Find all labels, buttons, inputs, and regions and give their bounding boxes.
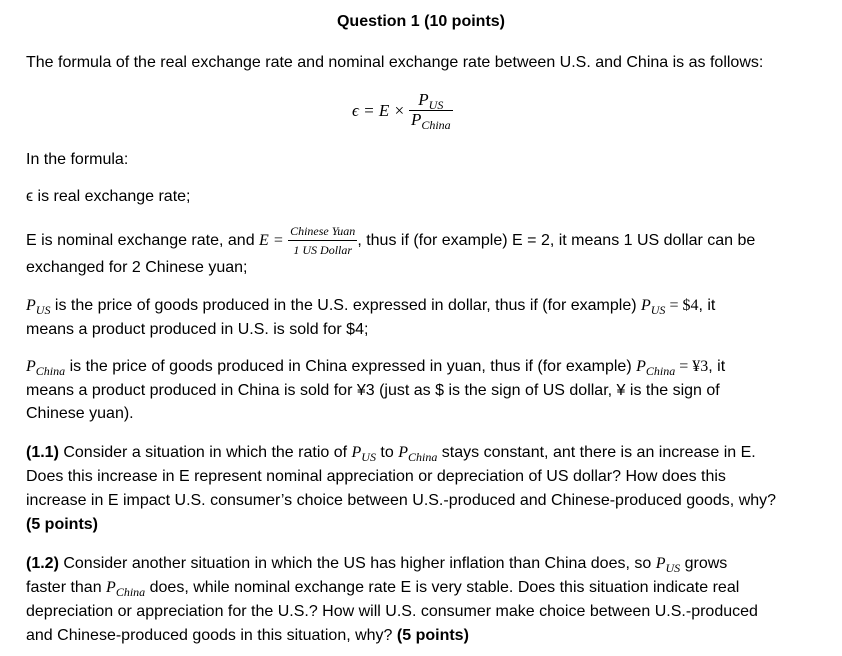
question-1-1-line2: Does this increase in E represent nominal appreciation or depreciation of US dollar? How does this <box>26 468 726 485</box>
question-1-1: (1.1) Consider a situation in which the ratio of $P_{US}$ to $P_{China}$ stays constant, ant there is an increase in E. <box>26 444 756 464</box>
pchina-definition: $P_{China}$ is the price of goods produced in China expressed in yuan, thus if (for example) $P_{China}$ = ¥3, it <box>26 358 726 378</box>
question-1-1-points: (5 points) <box>26 516 98 533</box>
epsilon-definition: ϵ is real exchange rate; <box>26 188 191 205</box>
question-1-2-line3: depreciation or appreciation for the U.S.? How will U.S. consumer make choice between U.S.-produced <box>26 603 758 620</box>
pchina-definition-line3: Chinese yuan). <box>26 405 134 422</box>
pus-definition-line2: means a product produced in U.S. is sold for $4; <box>26 321 369 338</box>
question-1-2-line4: and Chinese-produced goods in this situation, why? (5 points) <box>26 627 469 644</box>
currency-fraction-numerator: Chinese Yuan <box>288 222 357 241</box>
in-formula-label: In the formula: <box>26 151 129 168</box>
nominal-rate-eq: E = <box>259 232 284 249</box>
currency-fraction <box>288 222 357 259</box>
nominal-rate-example: , thus if (for example) E = 2, it means 1 US dollar can be <box>357 232 756 249</box>
formula-numerator: $P_{US}$ <box>409 91 453 111</box>
question-1-2-line2: faster than $P_{China}$ does, while nominal exchange rate E is very stable. Does this situation indicate real <box>26 579 740 599</box>
nominal-rate-example-line2: exchanged for 2 Chinese yuan; <box>26 259 248 276</box>
formula-denominator: $P_{China}$ <box>410 109 451 132</box>
currency-fraction-denominator: 1 US Dollar <box>293 243 353 257</box>
formula <box>352 86 453 134</box>
pus-definition: $P_{US}$ is the price of goods produced in the U.S. expressed in dollar, thus if (for example) $P_{US}$ = $4, it <box>26 297 716 317</box>
intro-text: The formula of the real exchange rate and nominal exchange rate between U.S. and China is as follows: <box>26 54 764 71</box>
nominal-rate-definition <box>26 222 816 259</box>
formula-lhs: ϵ = E × <box>352 100 405 120</box>
question-title: Question 1 (10 points) <box>336 13 505 30</box>
formula-fraction <box>409 91 453 130</box>
nominal-rate-text: E is nominal exchange rate, and <box>26 232 255 249</box>
question-1-1-line3: increase in E impact U.S. consumer’s choice between U.S.-produced and Chinese-produced goods, why? <box>26 492 777 509</box>
question-1-2: (1.2) Consider another situation in which the US has higher inflation than China does, so $P_{US}$ grows <box>26 555 728 575</box>
pchina-definition-line2: means a product produced in China is sold for ¥3 (just as $ is the sign of US dollar, ¥ is the sign of <box>26 382 720 399</box>
